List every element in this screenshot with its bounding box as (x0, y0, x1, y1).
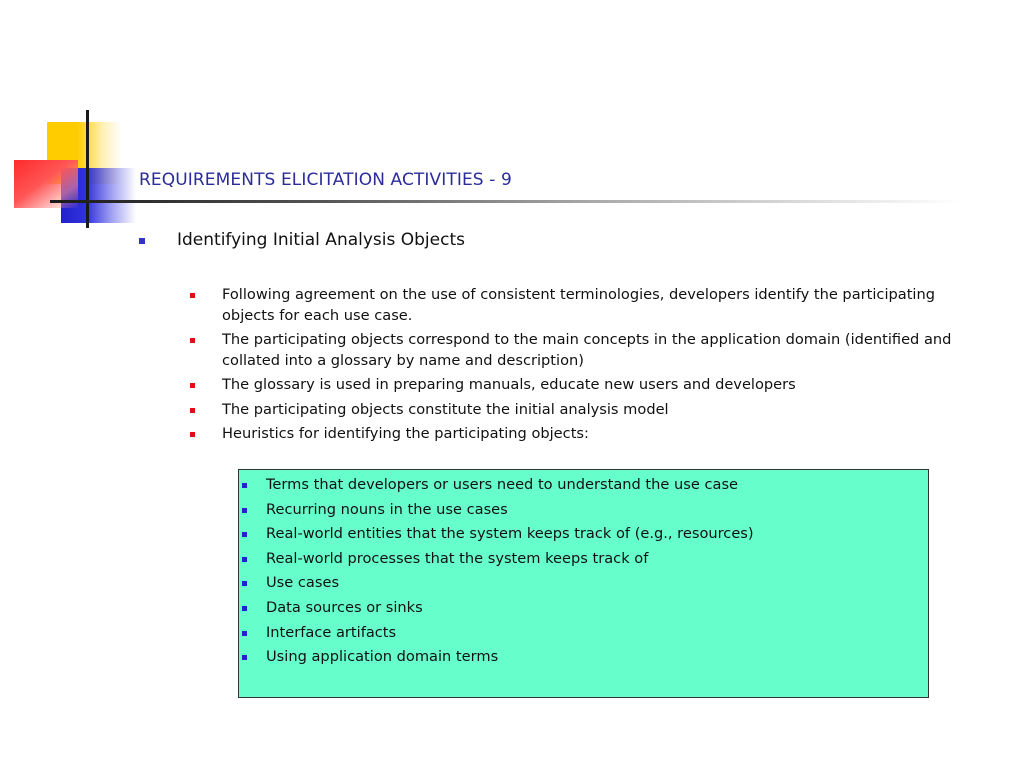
list-item-text: The glossary is used in preparing manuals, educate new users and developers (222, 376, 796, 393)
list-item-text: Use cases (266, 574, 340, 592)
list-item (190, 285, 990, 326)
sub-bullet-list (190, 285, 990, 449)
square-bullet-icon (190, 408, 195, 413)
title-underline (50, 200, 960, 203)
list-item (190, 330, 990, 371)
list-item-text: The participating objects correspond to the main concepts in the application domain (identified and collated into a glossary by name and description) (222, 331, 952, 369)
list-item (242, 547, 754, 572)
list-item-text: Following agreement on the use of consistent terminologies, developers identify the participating objects for each use case. (222, 286, 935, 324)
square-bullet-icon (242, 631, 247, 636)
list-item-text: Terms that developers or users need to understand the use case (266, 476, 739, 493)
main-bullet (139, 229, 959, 251)
list-item-text: Using application domain terms (266, 648, 499, 666)
list-item-text: Real-world processes that the system keeps track of (266, 549, 649, 567)
square-bullet-icon (242, 508, 247, 513)
heuristics-list (242, 473, 754, 670)
square-bullet-icon (190, 338, 195, 343)
main-bullet-text: Identifying Initial Analysis Objects (177, 230, 465, 250)
list-item (242, 621, 754, 646)
list-item-text: Heuristics for identifying the participating objects: (222, 425, 589, 442)
list-item (242, 571, 754, 596)
list-item-text: The participating objects constitute the initial analysis model (222, 400, 669, 418)
list-item-text: Real-world entities that the system keeps track of (e.g., resources) (266, 525, 754, 543)
list-item (242, 498, 754, 523)
list-item-text: Interface artifacts (266, 623, 397, 641)
list-item-text: Data sources or sinks (266, 598, 423, 616)
list-item (242, 522, 754, 547)
square-bullet-icon (190, 432, 195, 437)
square-bullet-icon (190, 383, 195, 388)
list-item (242, 645, 754, 670)
square-bullet-icon (139, 238, 145, 244)
square-bullet-icon (190, 293, 195, 298)
list-item (190, 375, 990, 396)
square-bullet-icon (242, 655, 247, 660)
heuristics-box (238, 469, 929, 698)
square-bullet-icon (242, 606, 247, 611)
list-item (242, 473, 754, 498)
list-item (190, 400, 990, 421)
list-item (190, 424, 990, 445)
square-bullet-icon (242, 483, 247, 488)
decorative-vertical-line (86, 110, 89, 228)
square-bullet-icon (242, 557, 247, 562)
square-bullet-icon (242, 532, 247, 537)
list-item-text: Recurring nouns in the use cases (266, 500, 508, 518)
square-bullet-icon (242, 581, 247, 586)
slide-title: REQUIREMENTS ELICITATION ACTIVITIES - 9 (139, 170, 512, 190)
list-item (242, 596, 754, 621)
